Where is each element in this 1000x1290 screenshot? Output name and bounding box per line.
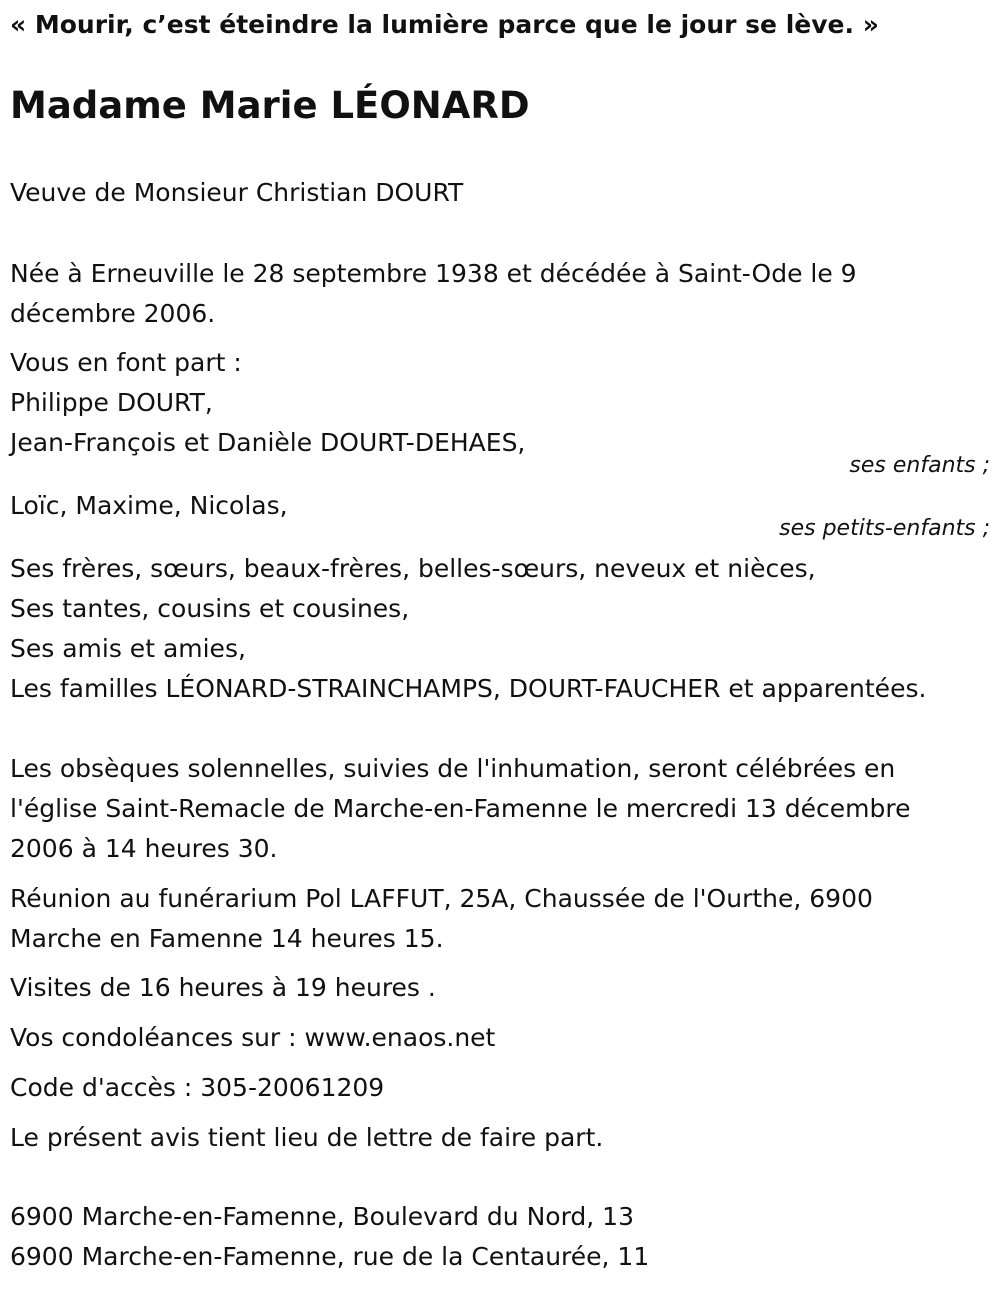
visits-line: Visites de 16 heures à 19 heures .	[10, 973, 436, 1002]
funeral-line-3: 2006 à 14 heures 30.	[10, 834, 278, 863]
grandchildren-label: ses petits-enfants ;	[779, 516, 990, 541]
address-line-2: 6900 Marche-en-Famenne, rue de la Centaurée, 11	[10, 1242, 650, 1271]
relatives-line-1: Ses frères, sœurs, beaux-frères, belles-sœurs, neveux et nièces,	[10, 554, 816, 583]
address-line-1: 6900 Marche-en-Famenne, Boulevard du Nord, 13	[10, 1202, 634, 1231]
birth-death-line-2: décembre 2006.	[10, 299, 216, 328]
deceased-name: Madame Marie LÉONARD	[10, 84, 530, 127]
widow-line: Veuve de Monsieur Christian DOURT	[10, 178, 464, 207]
notice-line: Le présent avis tient lieu de lettre de faire part.	[10, 1123, 604, 1152]
relatives-line-4: Les familles LÉONARD-STRAINCHAMPS, DOURT-FAUCHER et apparentées.	[10, 674, 927, 703]
condolences-line: Vos condoléances sur : www.enaos.net	[10, 1023, 496, 1052]
epigraph-quote: « Mourir, c’est éteindre la lumière parce que le jour se lève. »	[10, 10, 879, 39]
meeting-line-1: Réunion au funérarium Pol LAFFUT, 25A, Chaussée de l'Ourthe, 6900	[10, 884, 873, 913]
relatives-line-2: Ses tantes, cousins et cousines,	[10, 594, 410, 623]
birth-death-line-1: Née à Erneuville le 28 septembre 1938 et décédée à Saint-Ode le 9	[10, 259, 857, 288]
children-label: ses enfants ;	[849, 453, 990, 478]
child-name-2: Jean-François et Danièle DOURT-DEHAES,	[10, 428, 526, 457]
relatives-line-3: Ses amis et amies,	[10, 634, 246, 663]
grandchildren-names: Loïc, Maxime, Nicolas,	[10, 491, 288, 520]
meeting-line-2: Marche en Famenne 14 heures 15.	[10, 924, 444, 953]
child-name-1: Philippe DOURT,	[10, 388, 213, 417]
funeral-line-2: l'église Saint-Remacle de Marche-en-Famenne le mercredi 13 décembre	[10, 794, 911, 823]
access-code-line: Code d'accès : 305-20061209	[10, 1073, 385, 1102]
announcement-intro: Vous en font part :	[10, 348, 242, 377]
funeral-line-1: Les obsèques solennelles, suivies de l'inhumation, seront célébrées en	[10, 754, 896, 783]
